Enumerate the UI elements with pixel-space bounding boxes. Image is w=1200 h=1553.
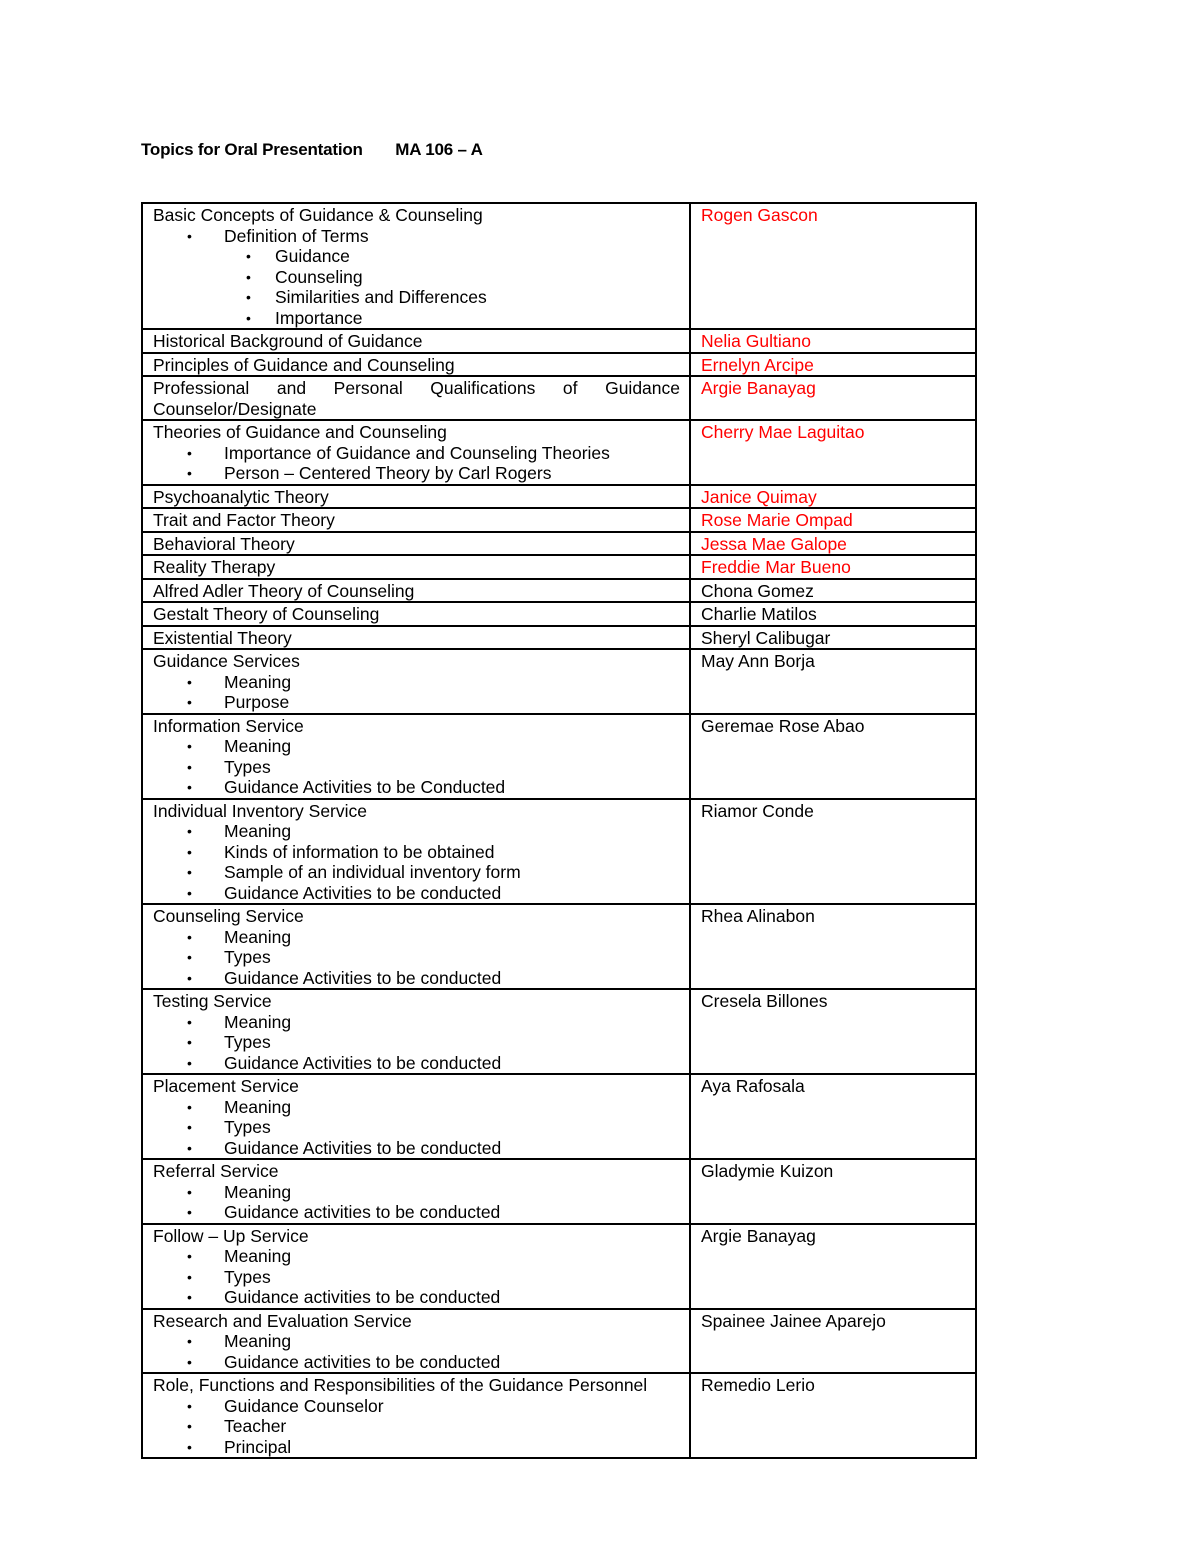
subtopic-item: • Guidance Counselor [153, 1396, 680, 1417]
topic-title: Follow – Up Service [153, 1225, 309, 1246]
course-code: MA 106 – A [395, 140, 483, 159]
table-row [142, 203, 976, 329]
subtopic-item: • Meaning [153, 927, 680, 948]
topic-title: Referral Service [153, 1161, 279, 1181]
table-row [142, 602, 976, 626]
presenter-name: Cresela Billones [701, 991, 828, 1011]
subtopic-item: • Guidance Activities to be Conducted [153, 777, 680, 798]
topic-cell [142, 1159, 690, 1224]
subtopic-list [153, 1182, 680, 1223]
topic-cell [142, 1373, 690, 1458]
presenter-name: Ernelyn Arcipe [701, 354, 814, 375]
subtopic-item: • Guidance activities to be conducted [153, 1202, 680, 1223]
subtopic-item: • Guidance Activities to be conducted [153, 1053, 680, 1074]
table-row [142, 1309, 976, 1374]
presenter-cell [690, 626, 976, 650]
topic-title: Basic Concepts of Guidance & Counseling [153, 205, 483, 225]
title-text: Topics for Oral Presentation [141, 140, 363, 159]
subtopic-item: • Types [153, 947, 680, 968]
topic-title: Counseling Service [153, 906, 304, 926]
topic-cell [142, 649, 690, 714]
topic-cell [142, 1309, 690, 1374]
subtopic-item: • Guidance Activities to be conducted [153, 968, 680, 989]
subtopic-item: • Person – Centered Theory by Carl Rogers [153, 463, 680, 484]
subtopic-item: • Meaning [153, 1246, 680, 1267]
presenter-cell [690, 1309, 976, 1374]
table-row [142, 353, 976, 377]
table-row [142, 508, 976, 532]
table-row [142, 376, 976, 420]
topics-table [141, 202, 977, 1459]
presenter-name: Argie Banayag [701, 1225, 816, 1246]
presenter-cell [690, 508, 976, 532]
topic-cell [142, 602, 690, 626]
presenter-cell [690, 329, 976, 353]
topic-title: Gestalt Theory of Counseling [153, 604, 380, 624]
presenter-name: May Ann Borja [701, 651, 815, 671]
subtopic-item: • Purpose [153, 692, 680, 713]
topic-cell [142, 904, 690, 989]
presenter-name: Rose Marie Ompad [701, 510, 853, 530]
table-row [142, 420, 976, 485]
presenter-cell [690, 420, 976, 485]
topic-cell [142, 626, 690, 650]
topic-cell [142, 555, 690, 579]
presenter-name: Argie Banayag [701, 378, 816, 398]
table-row [142, 579, 976, 603]
presenter-name: Aya Rafosala [701, 1076, 805, 1096]
topic-title: Alfred Adler Theory of Counseling [153, 580, 415, 601]
subtopic-item: • Similarities and Differences [153, 287, 680, 308]
subtopic-item: • Guidance Activities to be conducted [153, 883, 680, 904]
presenter-name: Gladymie Kuizon [701, 1161, 834, 1181]
presenter-cell [690, 1074, 976, 1159]
table-row [142, 532, 976, 556]
presenter-cell [690, 649, 976, 714]
presenter-name: Janice Quimay [701, 486, 817, 507]
topic-title: Professional and Personal Qualifications of Guidance Counselor/Designate [153, 378, 680, 419]
presenter-name: Riamor Conde [701, 800, 814, 821]
subtopic-item: • Meaning [153, 1331, 680, 1352]
subtopic-item: • Sample of an individual inventory form [153, 862, 680, 883]
topic-cell [142, 508, 690, 532]
topic-cell [142, 1224, 690, 1309]
subtopic-item: • Principal [153, 1437, 680, 1458]
subtopic-item: • Counseling [153, 267, 680, 288]
subtopic-item: • Guidance activities to be conducted [153, 1352, 680, 1373]
subtopic-list [153, 672, 680, 713]
topic-cell [142, 420, 690, 485]
topic-cell [142, 989, 690, 1074]
subtopic-item: • Meaning [153, 672, 680, 693]
presenter-cell [690, 989, 976, 1074]
subtopic-item: • Meaning [153, 821, 680, 842]
table-row [142, 329, 976, 353]
presenter-cell [690, 904, 976, 989]
table-row [142, 626, 976, 650]
table-row [142, 485, 976, 509]
presenter-name: Rhea Alinabon [701, 906, 815, 926]
subtopic-item: • Guidance [153, 246, 680, 267]
subtopic-list [153, 1396, 680, 1458]
topic-title: Placement Service [153, 1076, 299, 1096]
subtopic-item: • Meaning [153, 736, 680, 757]
table-row [142, 1159, 976, 1224]
subtopic-list [153, 1246, 680, 1308]
subtopic-list [153, 821, 680, 903]
topic-title: Trait and Factor Theory [153, 510, 335, 530]
topic-title: Existential Theory [153, 627, 292, 648]
presenter-name: Nelia Gultiano [701, 331, 811, 351]
presenter-cell [690, 532, 976, 556]
topic-cell [142, 1074, 690, 1159]
topic-title: Historical Background of Guidance [153, 331, 423, 351]
topic-title: Psychoanalytic Theory [153, 486, 329, 507]
table-row [142, 1074, 976, 1159]
topics-table-body [142, 203, 976, 1458]
subtopic-item: • Types [153, 1117, 680, 1138]
subtopic-item: • Guidance activities to be conducted [153, 1287, 680, 1308]
page-title [141, 140, 483, 160]
subtopic-item: • Meaning [153, 1182, 680, 1203]
table-row [142, 799, 976, 905]
subtopic-item: • Importance [153, 308, 680, 329]
subtopic-item: • Importance of Guidance and Counseling Theories [153, 443, 680, 464]
topic-title: Role, Functions and Responsibilities of the Guidance Personnel [153, 1375, 648, 1395]
presenter-cell [690, 353, 976, 377]
presenter-cell [690, 602, 976, 626]
table-row [142, 555, 976, 579]
topic-title: Behavioral Theory [153, 533, 295, 554]
topic-title: Information Service [153, 715, 304, 736]
presenter-cell [690, 376, 976, 420]
presenter-cell [690, 1224, 976, 1309]
topic-title: Theories of Guidance and Counseling [153, 422, 447, 442]
subtopic-item: • Types [153, 757, 680, 778]
subtopic-item: • Kinds of information to be obtained [153, 842, 680, 863]
presenter-name: Jessa Mae Galope [701, 533, 847, 554]
topic-cell [142, 799, 690, 905]
topic-cell [142, 353, 690, 377]
subtopic-item: • Types [153, 1032, 680, 1053]
subtopic-list [153, 927, 680, 989]
table-row [142, 989, 976, 1074]
presenter-cell [690, 799, 976, 905]
presenter-name: Rogen Gascon [701, 205, 818, 225]
presenter-cell [690, 1159, 976, 1224]
presenter-cell [690, 714, 976, 799]
topic-title: Individual Inventory Service [153, 800, 367, 821]
topic-cell [142, 329, 690, 353]
topic-cell [142, 579, 690, 603]
subtopic-list [153, 736, 680, 798]
presenter-cell [690, 485, 976, 509]
presenter-cell [690, 579, 976, 603]
topic-title: Research and Evaluation Service [153, 1310, 412, 1331]
presenter-name: Freddie Mar Bueno [701, 557, 851, 577]
subtopic-item: • Types [153, 1267, 680, 1288]
topic-cell [142, 203, 690, 329]
subtopic-list [153, 226, 680, 247]
subtopic-item: • Meaning [153, 1097, 680, 1118]
topic-cell [142, 376, 690, 420]
presenter-cell [690, 203, 976, 329]
subtopic-item: • Guidance Activities to be conducted [153, 1138, 680, 1159]
table-row [142, 1224, 976, 1309]
presenter-name: Spainee Jainee Aparejo [701, 1310, 886, 1331]
topic-cell [142, 532, 690, 556]
presenter-name: Charlie Matilos [701, 604, 817, 624]
topic-title: Testing Service [153, 991, 272, 1011]
table-row [142, 1373, 976, 1458]
presenter-name: Chona Gomez [701, 580, 814, 601]
presenter-cell [690, 1373, 976, 1458]
subtopic-item: • Definition of Terms [153, 226, 680, 247]
topic-cell [142, 714, 690, 799]
subtopic-list [153, 443, 680, 484]
topic-title: Guidance Services [153, 651, 300, 671]
subtopic-list [153, 1331, 680, 1372]
topic-title: Principles of Guidance and Counseling [153, 354, 455, 375]
subtopic-item: • Meaning [153, 1012, 680, 1033]
presenter-cell [690, 555, 976, 579]
presenter-name: Remedio Lerio [701, 1375, 815, 1395]
table-row [142, 904, 976, 989]
nested-subtopic-list [153, 246, 680, 328]
presenter-name: Cherry Mae Laguitao [701, 422, 865, 442]
table-row [142, 649, 976, 714]
presenter-name: Sheryl Calibugar [701, 627, 831, 648]
presenter-name: Geremae Rose Abao [701, 715, 865, 736]
topic-cell [142, 485, 690, 509]
topic-title: Reality Therapy [153, 557, 276, 577]
subtopic-list [153, 1012, 680, 1074]
subtopic-list [153, 1097, 680, 1159]
subtopic-item: • Teacher [153, 1416, 680, 1437]
table-row [142, 714, 976, 799]
